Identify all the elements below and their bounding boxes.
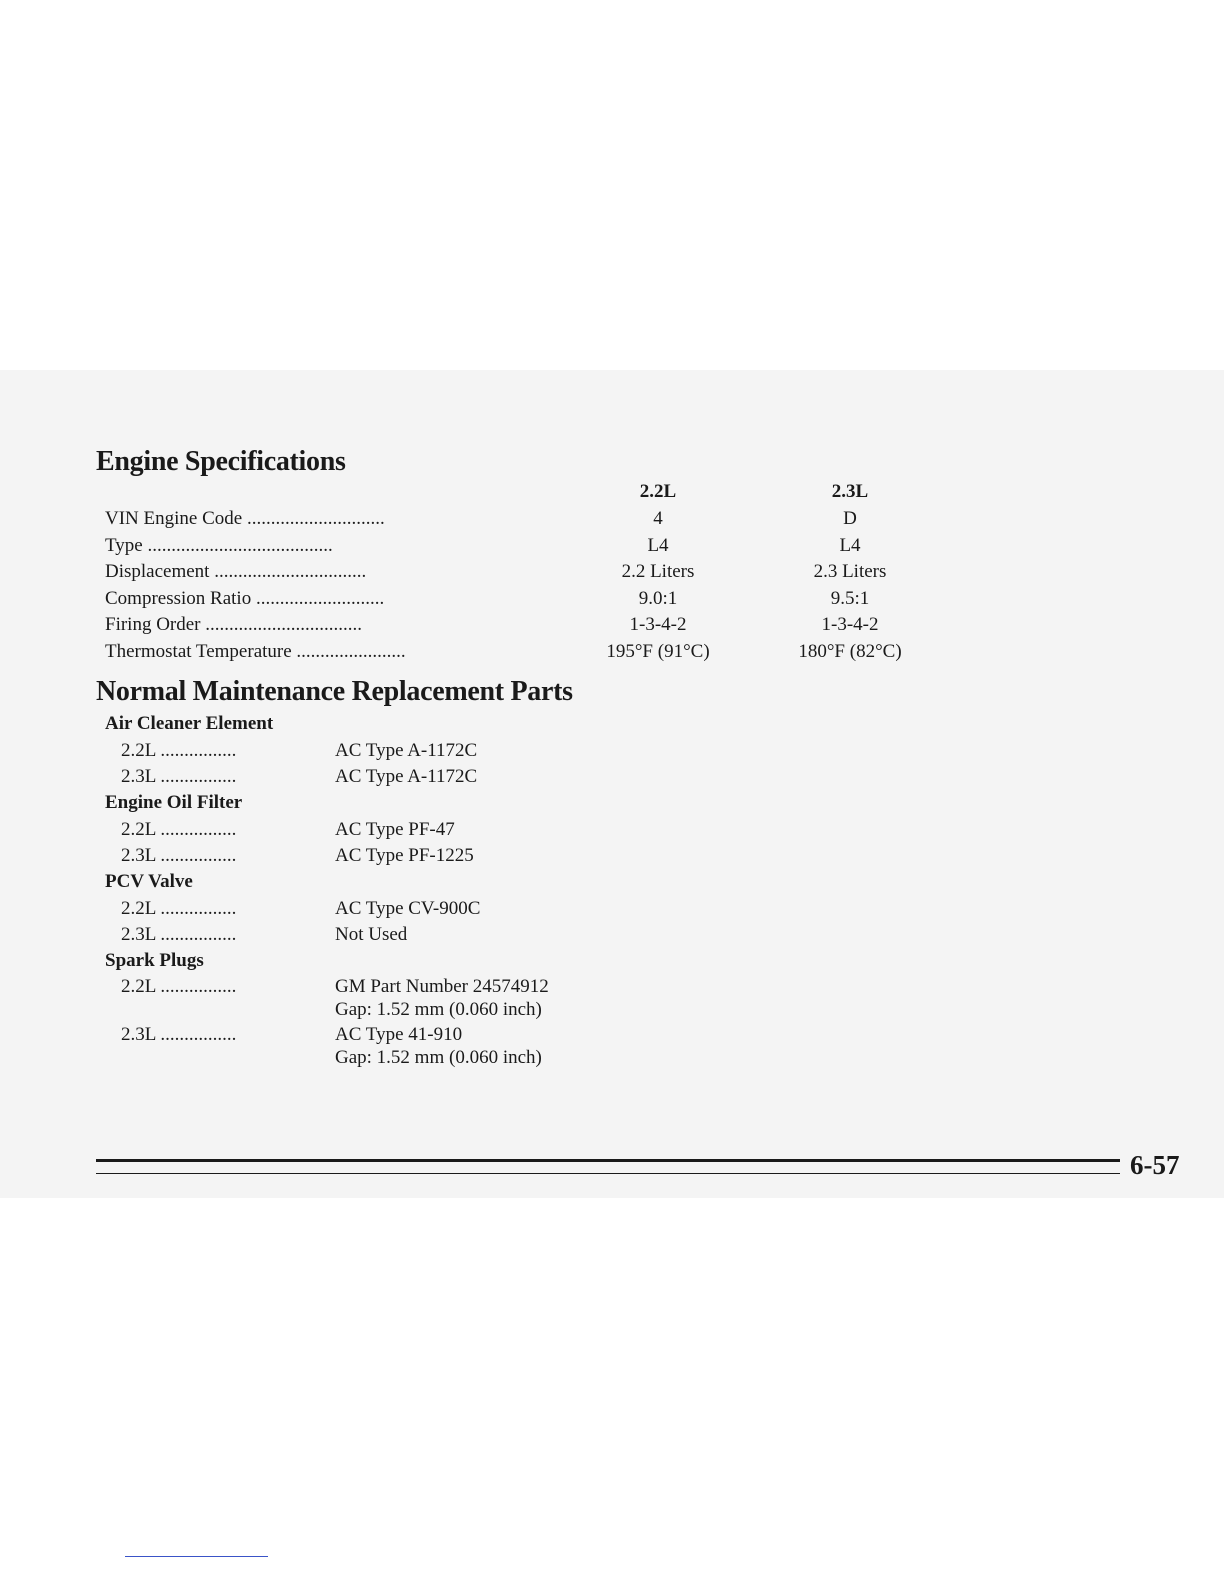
spec-row [0,614,1224,640]
leader-dots: ................ [155,976,237,997]
footer-rule-thin [96,1173,1120,1174]
part-row [0,740,1224,766]
spec-label [105,588,553,610]
leader-dots: ................ [155,845,237,866]
part-label-text: 2.3L [121,924,156,945]
spec-row [0,535,1224,561]
spec-label-text: Firing Order [105,614,201,635]
link-underline [125,1556,268,1557]
leader-dots: ................ [155,1024,237,1045]
leader-dots: ................ [155,898,237,919]
spec-row [0,641,1224,667]
spec-label [105,508,553,530]
part-label [121,1024,326,1046]
part-label-text: 2.3L [121,766,156,787]
leader-dots: ................ [155,740,237,761]
spec-value-2-3l: 9.5:1 [830,588,870,609]
spec-value-2-2l: L4 [647,535,669,556]
part-value: AC Type CV-900C [335,898,481,919]
part-row [0,924,1224,950]
part-label [121,976,326,998]
spec-label [105,535,553,557]
part-label-text: 2.2L [121,740,156,761]
spec-label-text: VIN Engine Code [105,508,243,529]
spec-label-text: Thermostat Temperature [105,641,292,662]
part-value: AC Type 41-910 [335,1024,463,1045]
leader-dots: ............................. [242,508,385,529]
part-row [0,1047,1224,1073]
part-value: Not Used [335,924,408,945]
part-value: AC Type PF-1225 [335,845,474,866]
spec-value-2-2l: 195°F (91°C) [606,641,710,662]
part-label-text: 2.3L [121,1024,156,1045]
group-heading-spark-plugs: Spark Plugs [105,950,204,971]
group-heading-air-cleaner: Air Cleaner Element [105,713,274,734]
leader-dots: ....................................... [142,535,333,556]
engine-specifications-heading: Engine Specifications [96,446,346,477]
maintenance-parts-heading: Normal Maintenance Replacement Parts [96,676,573,707]
part-label [121,740,326,762]
column-header-2-3l: 2.3L [831,481,869,502]
spec-row [0,588,1224,614]
spec-value-2-3l: D [843,508,857,529]
leader-dots: ................ [155,766,237,787]
spec-value-2-2l: 4 [653,508,663,529]
spec-value-2-3l: 180°F (82°C) [798,641,902,662]
part-label-text: 2.3L [121,845,156,866]
part-row [0,766,1224,792]
spec-label [105,641,553,663]
leader-dots: ................................ [209,561,367,582]
spec-row [0,561,1224,587]
leader-dots: ................................. [200,614,363,635]
spec-label [105,614,553,636]
part-row [0,898,1224,924]
page-number: 6-57 [1130,1150,1180,1180]
spec-value-2-3l: 2.3 Liters [813,561,887,582]
part-value: AC Type A-1172C [335,740,478,761]
spec-value-2-3l: L4 [839,535,861,556]
part-row [0,845,1224,871]
part-row [0,819,1224,845]
part-label [121,766,326,788]
leader-dots: ................ [155,924,237,945]
spec-value-2-3l: 1-3-4-2 [821,614,879,635]
part-label-text: 2.2L [121,898,156,919]
spec-label-text: Displacement [105,561,210,582]
column-header-2-2l: 2.2L [639,481,677,502]
footer-rule-thick [96,1159,1120,1162]
part-value: AC Type PF-47 [335,819,455,840]
spec-label [105,561,553,583]
group-heading-oil-filter: Engine Oil Filter [105,792,243,813]
leader-dots: ....................... [291,641,406,662]
spec-value-2-2l: 9.0:1 [638,588,678,609]
spec-label-text: Compression Ratio [105,588,252,609]
group-heading-pcv-valve: PCV Valve [105,871,193,892]
leader-dots: ................ [155,819,237,840]
spec-value-2-2l: 2.2 Liters [621,561,695,582]
part-row [0,999,1224,1025]
part-value: AC Type A-1172C [335,766,478,787]
spec-label-text: Type [105,535,143,556]
part-label [121,924,326,946]
spec-row [0,508,1224,534]
part-label [121,898,326,920]
part-label [121,819,326,841]
part-value: GM Part Number 24574912 [335,976,549,997]
part-label-text: 2.2L [121,819,156,840]
spec-value-2-2l: 1-3-4-2 [629,614,687,635]
part-label [121,845,326,867]
part-value-gap: Gap: 1.52 mm (0.060 inch) [335,999,542,1020]
part-label-text: 2.2L [121,976,156,997]
part-value-gap: Gap: 1.52 mm (0.060 inch) [335,1047,542,1068]
leader-dots: ........................... [251,588,385,609]
